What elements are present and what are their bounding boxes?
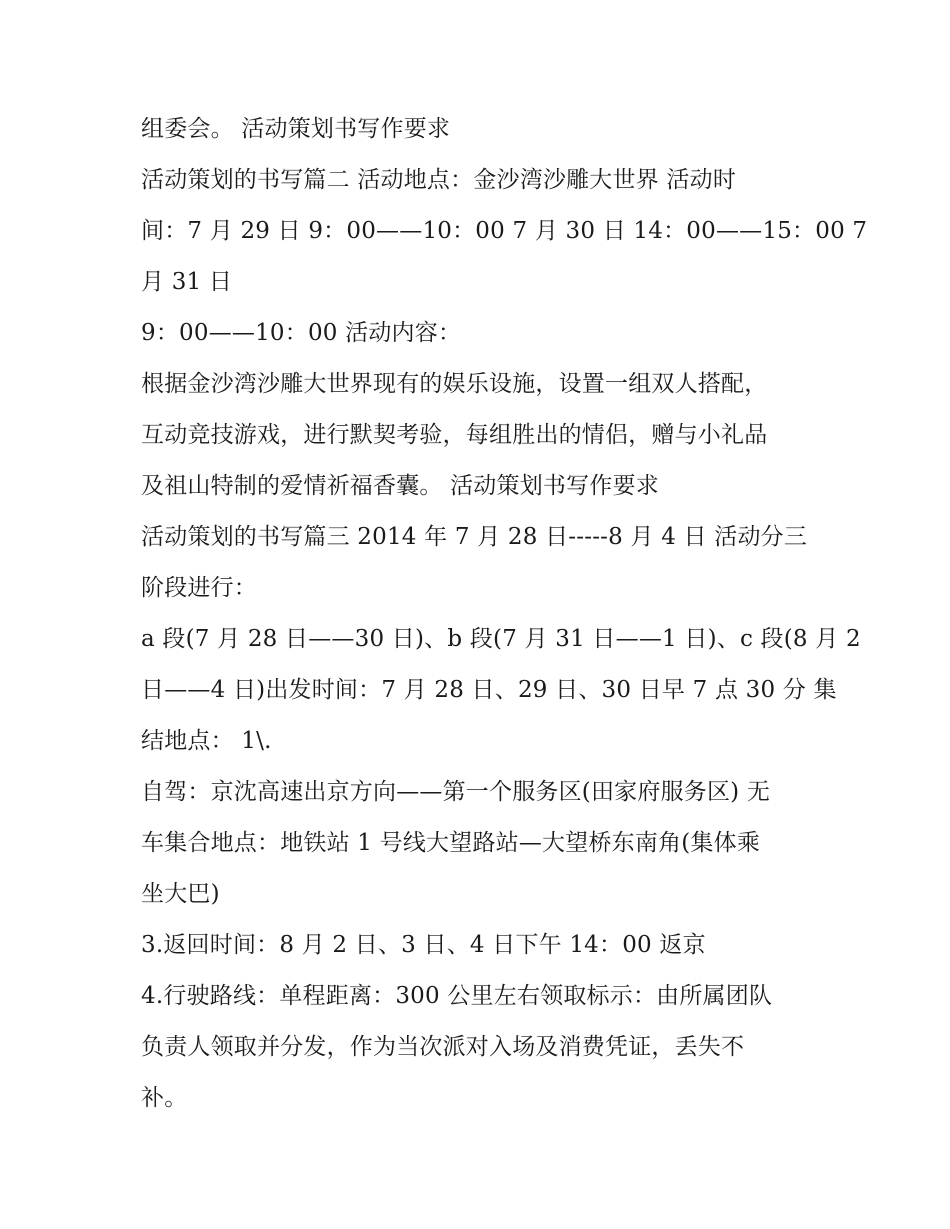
text-line: 间：7 月 29 日 9：00——10：00 7 月 30 日 14：00——15：00 7 (141, 218, 868, 244)
text-line: 补。 (141, 1085, 188, 1111)
text-line: 日——4 日)出发时间：7 月 28 日、29 日、30 日早 7 点 30 分 集 (141, 677, 837, 703)
text-line: 活动策划的书写篇三 2014 年 7 月 28 日-----8 月 4 日 活动分三 (141, 524, 808, 550)
text-line: 互动竞技游戏，进行默契考验，每组胜出的情侣，赠与小礼品 (141, 422, 768, 448)
text-line: 4.行驶路线：单程距离：300 公里左右领取标示：由所属团队 (141, 983, 773, 1009)
text-line: 阶段进行： (141, 575, 257, 601)
text-line: 月 31 日 (141, 269, 233, 295)
text-line: 及祖山特制的爱情祈福香囊。 活动策划书写作要求 (141, 473, 659, 499)
text-line: 自驾：京沈高速出京方向——第一个服务区(田家府服务区) 无 (141, 779, 771, 805)
text-line: 负责人领取并分发，作为当次派对入场及消费凭证，丢失不 (141, 1034, 745, 1060)
text-line: 车集合地点：地铁站 1 号线大望路站—大望桥东南角(集体乘 (141, 830, 761, 856)
text-line: 根据金沙湾沙雕大世界现有的娱乐设施，设置一组双人搭配， (141, 371, 768, 397)
text-line: a 段(7 月 28 日——30 日)、b 段(7 月 31 日——1 日)、c 段(8 月 2 (141, 626, 861, 652)
text-line: 活动策划的书写篇二 活动地点：金沙湾沙雕大世界 活动时 (141, 167, 737, 193)
text-line: 坐大巴) (141, 881, 220, 907)
document-body (141, 104, 868, 1124)
text-line: 3.返回时间：8 月 2 日、3 日、4 日下午 14：00 返京 (141, 932, 706, 958)
text-line: 组委会。 活动策划书写作要求 (141, 116, 451, 142)
text-line: 9：00——10：00 活动内容： (141, 320, 462, 346)
text-line: 结地点： 1\. (141, 728, 272, 754)
